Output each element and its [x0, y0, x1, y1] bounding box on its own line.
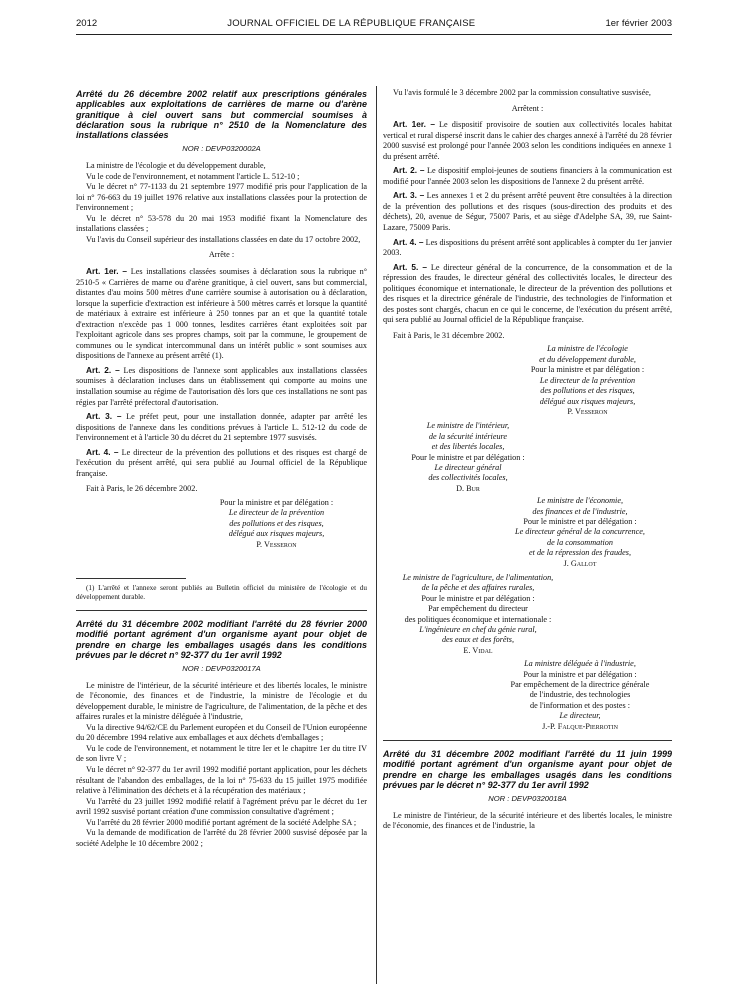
article-1: Art. 1er. – Les installations classées soumises à déclaration sous la rubrique n° 2510-5 « Carrières de marne ou d'arène granitique, à ciel ouvert, sans but commercial, distantes d'au moins 500 mètres d'une carrière soumise à autorisation ou à déclaration, lorsque la superficie d'extraction est inférieure à 500 mètres carrés et lorsque la quantité de matériaux à extraire est inférieure à 250 tonnes par an et que la quantité totale d'extraction n'excède pas 1 000 tonnes, lesdites carrières étant exploitées soit par l'exploitant agricole dans ses propres champs, soit par la commune, le groupement de communes ou le syndicat intercommunal dans un intérêt public » sont soumises aux dispositions de l'annexe au présent arrêté (1). — [76, 265, 367, 361]
paragraph: Le ministre de l'intérieur, de la sécurité intérieure et des libertés locales, le ministre de l'économie, des finances et de l'industrie, la — [383, 810, 672, 831]
page-header — [76, 18, 672, 35]
paragraph: Vu l'avis du Conseil supérieur des installations classées en date du 17 octobre 2002, — [86, 234, 361, 244]
signatory: P. Vesseron — [567, 406, 608, 416]
right-column — [383, 88, 672, 832]
date-place: Fait à Paris, le 26 décembre 2002. — [86, 484, 198, 494]
signatory: J. Gallot — [563, 558, 597, 568]
article-2: Art. 2. – Le dispositif emploi-jeunes de soutiens financiers à la communication est modifié pour l'année 2003 selon les dispositions de l'annexe 2 du présent arrêté. — [383, 165, 672, 186]
nor-reference-3: NOR : DEVP0320018A — [488, 794, 567, 804]
paragraph: Le ministre de l'intérieur, de la sécurité intérieure et des libertés locales, le ministre de l'économie, des finances et de l'industrie, la ministre de l'écologie et du développement durable, le ministre de l'agriculture, de l'alimentation, de la pêche et des affaires rurales et la ministre déléguée à l'industrie, — [76, 680, 367, 722]
paragraph: Vu l'avis formulé le 3 décembre 2002 par la commission consultative susvisée, — [393, 88, 651, 97]
column-divider — [376, 86, 377, 984]
nor-reference-2: NOR : DEVP0320017A — [182, 664, 261, 674]
paragraph: Vu la demande de modification de l'arrêté du 28 février 2000 susvisé déposée par la société Adelphe le 10 décembre 2002 ; — [76, 828, 367, 848]
issue-date: 1er février 2003 — [605, 18, 672, 29]
nor-reference-1: NOR : DEVP0320002A — [182, 144, 261, 154]
paragraph: Vu le décret n° 77-1133 du 21 septembre 1977 modifié pris pour l'application de la loi n° 76-663 du 19 juillet 1976 relative aux installations classées pour la protection de l'environnement ; — [76, 182, 367, 213]
article-3: Art. 3. – Le préfet peut, pour une installation donnée, adapter par arrêté les dispositions de l'annexe dans les conditions prévues à l'article L. 512-12 du code de l'environnement et à l'article 30 du décret du 21 septembre 1977 susvisés. — [76, 411, 368, 443]
paragraph: Vu le code de l'environnement, et notamment le titre Ier et le chapitre 1er du titre IV de son livre V ; — [76, 743, 367, 764]
separator — [383, 740, 672, 741]
decree-title-1: Arrêté du 26 décembre 2002 relatif aux prescriptions générales applicables aux exploitations de carrières de marne ou d'arène granitique à ciel ouvert sans but commercial soumises à déclaration sous la rubrique n° 2510 de la Nomenclature des installations classées — [76, 89, 367, 141]
journal-title: JOURNAL OFFICIEL DE LA RÉPUBLIQUE FRANÇAISE — [227, 18, 476, 29]
signature-ecology: La ministre de l'écologie et du développement durable, Pour la ministre et par délégation : Le directeur de la prévention des pollutions et des risques, délégué aux risques majeurs, P. Vesseron — [503, 344, 672, 417]
signature-interior: Le ministre de l'intérieur, de la sécurité intérieure et des libertés locales, Pour le ministre et par délégation : Le directeur général des collectivités locales, D. Bur — [383, 421, 553, 494]
separator — [76, 610, 367, 611]
left-column — [76, 89, 367, 849]
signature-block: Pour la ministre et par délégation : Le directeur de la prévention des pollutions et des risques, délégué aux risques majeurs, P. Vesseron — [186, 498, 367, 550]
footnote: (1) L'arrêté et l'annexe seront publiés au Bulletin officiel du ministère de l'écologie et du développement durable. — [76, 578, 186, 602]
article-2: Art. 2. – Les dispositions de l'annexe sont applicables aux installations classées soumises à déclaration incluses dans un établissement qui comporte au moins une installation soumise au régime de l'autorisation dès lors que ces installations ne sont pas régies par l'arrêté préfectoral d'autorisation. — [76, 364, 368, 407]
paragraph: Vu le décret n° 92-377 du 1er avril 1992 modifié portant application, pour les déchets résultant de l'abandon des emballages, de la loi n° 75-633 du 15 juillet 1975 modifiée relative à l'élimination des déchets et à la récupération des matériaux ; — [76, 765, 367, 796]
paragraph: Vu le décret n° 53-578 du 20 mai 1953 modifié fixant la Nomenclature des installations classées ; — [76, 213, 367, 234]
paragraph: Vu l'arrêté du 28 février 2000 modifié portant agrément de la société Adelphe SA ; — [86, 817, 357, 827]
article-1: Art. 1er. – Le dispositif provisoire de soutien aux collectivités locales habitat vertical et rural dispersé inscrit dans le cahier des charges annexé à l'arrêté du 28 février 2000 susvisé est prolongé pour l'année 2003 selon les conditions indiquées en annexe 1 du présent arrêté. — [383, 119, 672, 161]
decree-title-3: Arrêté du 31 décembre 2002 modifiant l'arrêté du 11 juin 1999 modifié portant agrément d'un organisme ayant pour objet de prendre en charge les emballages usagés dans les conditions prévues par le décret n° 92-377 du 1er avril 1992 — [383, 749, 672, 790]
signatory: E. Vidal — [463, 645, 493, 655]
article-4: Art. 4. – Le directeur de la prévention des pollutions et des risques est chargé de l'exécution du présent arrêté, qui sera publié au Journal officiel de la République française. — [76, 446, 368, 478]
arrete-heading: Arrête : — [208, 250, 235, 260]
signature-industry: La ministre déléguée à l'industrie, Pour la ministre et par délégation : Par empêchement de la directrice générale de l'industrie, des technologies de l'information et des postes : Le directeur, J.-P. Falque-Pierrotin — [488, 659, 672, 732]
signatory: P. Vesseron — [256, 539, 297, 549]
decree-title-2: Arrêté du 31 décembre 2002 modifiant l'arrêté du 28 février 2000 modifié portant agrément d'un organisme ayant pour objet de prendre en charge les emballages usagés dans les conditions prévues par le décret n° 92-377 du 1er avril 1992 — [76, 618, 367, 660]
date-place: Fait à Paris, le 31 décembre 2002. — [393, 330, 505, 340]
paragraph: Vu la directive 94/62/CE du Parlement européen et du Conseil de l'Union européenne du 20 décembre 1994 relative aux emballages et aux déchets d'emballages ; — [76, 722, 367, 743]
article-5: Art. 5. – Le directeur général de la concurrence, de la consommation et de la répression des fraudes, le directeur général des collectivités locales, le directeur des politiques économique et internationale, le directeur de la prévention des pollutions et des risques et la directrice générale de l'industrie, des technologies de l'information et des postes sont chargés, chacun en ce qui le concerne, de l'exécution du présent arrêté, qui sera publié au Journal officiel de la République française. — [383, 261, 672, 325]
paragraph: La ministre de l'écologie et du développement durable, — [86, 161, 266, 171]
page-number: 2012 — [76, 18, 98, 29]
signature-economy: Le ministre de l'économie, des finances et de l'industrie, Pour le ministre et par délégation : Le directeur général de la concurrence, de la consommation et de la répression des fraudes, J. Gallot — [488, 496, 672, 569]
signatory: D. Bur — [456, 483, 480, 493]
article-4: Art. 4. – Les dispositions du présent arrêté sont applicables à compter du 1er janvier 2003. — [383, 236, 673, 258]
paragraph: Vu le code de l'environnement, et notamment l'article L. 512-10 ; — [86, 171, 300, 181]
signatory: J.-P. Falque-Pierrotin — [542, 721, 618, 731]
article-3: Art. 3. – Les annexes 1 et 2 du présent arrêté peuvent être consultées à la direction de la prévention des pollutions et des risques (sous-direction des produits et des déchets), 20, avenue de Ségur, 75007 Paris, et au siège d'Adelphe SA, 39, rue Saint-Lazare, 75009 Paris. — [383, 190, 673, 233]
signature-agriculture: Le ministre de l'agriculture, de l'alimentation, de la pêche et des affaires rurales, Pour le ministre et par délégation : Par empêchement du directeur des politiques économique et internationale : L'ingénieure en chef du génie rural, des eaux et des forêts, E. Vidal — [383, 573, 573, 656]
paragraph: Vu l'arrêté du 23 juillet 1992 modifié relatif à l'agrément prévu par le décret du 1er avril 1992 susvisé portant création d'une commission consultative d'agrément ; — [76, 796, 367, 817]
arretent-heading: Arrêtent : — [511, 103, 544, 113]
